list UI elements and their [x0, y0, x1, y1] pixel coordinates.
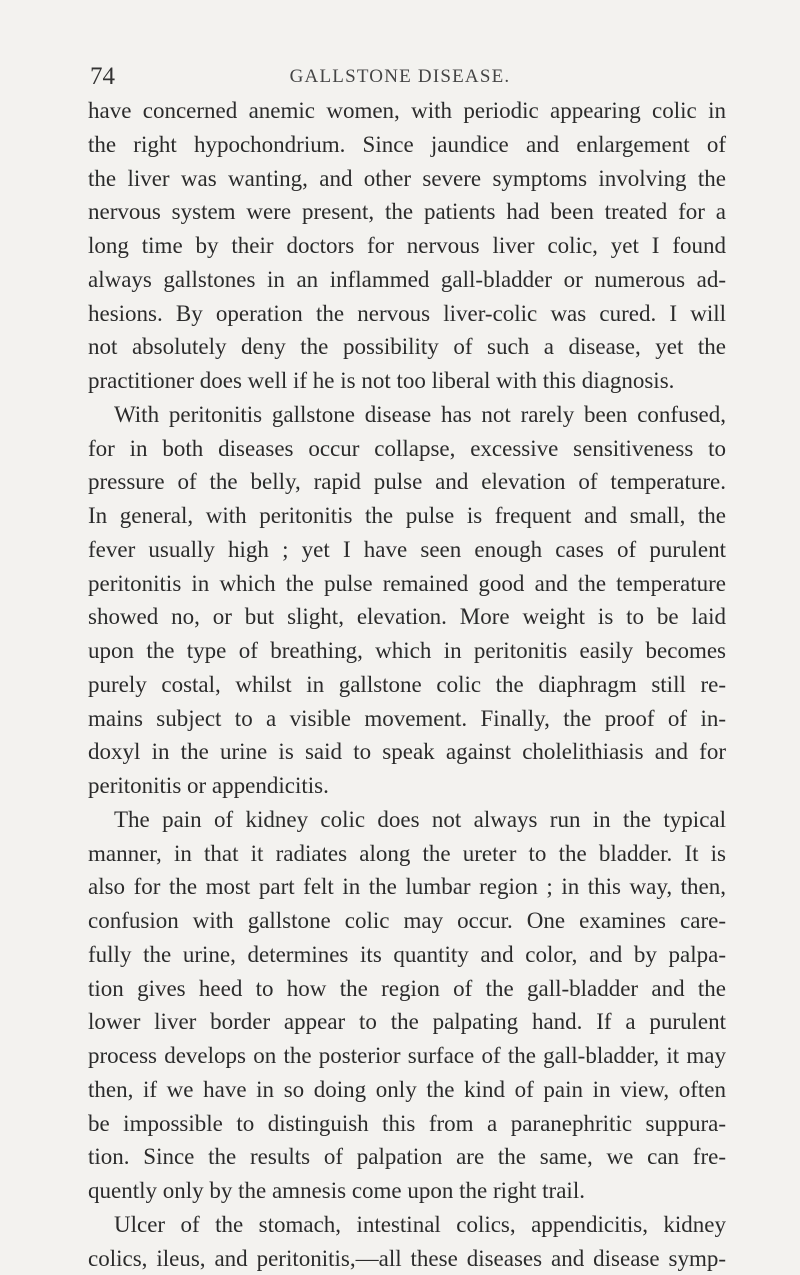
text-line: fully the urine, determines its quantity and color, and by palpa-: [88, 938, 726, 972]
text-line: quently only by the amnesis come upon the right trail.: [88, 1174, 726, 1208]
running-head: GALLSTONE DISEASE.: [0, 66, 800, 88]
text-line: hesions. By operation the nervous liver-colic was cured. I will: [88, 297, 726, 331]
page-number: 74: [90, 63, 115, 91]
text-line: tion gives heed to how the region of the gall-bladder and the: [88, 972, 726, 1006]
text-line: always gallstones in an inflammed gall-bladder or numerous ad-: [88, 263, 726, 297]
text-line: fever usually high ; yet I have seen enough cases of purulent: [88, 533, 726, 567]
text-line: mains subject to a visible movement. Finally, the proof of in-: [88, 702, 726, 736]
text-line: confusion with gallstone colic may occur. One examines care-: [88, 904, 726, 938]
text-line: With peritonitis gallstone disease has not rarely been confused,: [88, 398, 726, 432]
text-line: showed no, or but slight, elevation. More weight is to be laid: [88, 600, 726, 634]
text-line: be impossible to distinguish this from a paranephritic suppura-: [88, 1107, 726, 1141]
text-line: The pain of kidney colic does not always run in the typical: [88, 803, 726, 837]
text-line: Ulcer of the stomach, intestinal colics, appendicitis, kidney: [88, 1208, 726, 1242]
text-line: In general, with peritonitis the pulse is frequent and small, the: [88, 499, 726, 533]
text-line: process develops on the posterior surface of the gall-bladder, it may: [88, 1039, 726, 1073]
text-line: have concerned anemic women, with periodic appearing colic in: [88, 94, 726, 128]
text-line: peritonitis in which the pulse remained good and the temperature: [88, 567, 726, 601]
text-line: doxyl in the urine is said to speak against cholelithiasis and for: [88, 735, 726, 769]
text-line: then, if we have in so doing only the kind of pain in view, often: [88, 1073, 726, 1107]
text-line: colics, ileus, and peritonitis,—all these diseases and disease symp-: [88, 1242, 726, 1275]
text-line: pressure of the belly, rapid pulse and elevation of temperature.: [88, 465, 726, 499]
text-line: nervous system were present, the patients had been treated for a: [88, 195, 726, 229]
text-line: also for the most part felt in the lumbar region ; in this way, then,: [88, 870, 726, 904]
text-line: long time by their doctors for nervous liver colic, yet I found: [88, 229, 726, 263]
text-line: the liver was wanting, and other severe symptoms involving the: [88, 162, 726, 196]
text-line: tion. Since the results of palpation are the same, we can fre-: [88, 1140, 726, 1174]
text-line: purely costal, whilst in gallstone colic the diaphragm still re-: [88, 668, 726, 702]
text-line: upon the type of breathing, which in peritonitis easily becomes: [88, 634, 726, 668]
text-line: manner, in that it radiates along the ureter to the bladder. It is: [88, 837, 726, 871]
text-line: the right hypochondrium. Since jaundice and enlargement of: [88, 128, 726, 162]
text-line: practitioner does well if he is not too liberal with this diagnosis.: [88, 364, 726, 398]
text-line: not absolutely deny the possibility of such a disease, yet the: [88, 330, 726, 364]
text-line: for in both diseases occur collapse, excessive sensitiveness to: [88, 432, 726, 466]
text-line: lower liver border appear to the palpating hand. If a purulent: [88, 1005, 726, 1039]
body-text: [88, 94, 726, 1275]
text-line: peritonitis or appendicitis.: [88, 769, 726, 803]
